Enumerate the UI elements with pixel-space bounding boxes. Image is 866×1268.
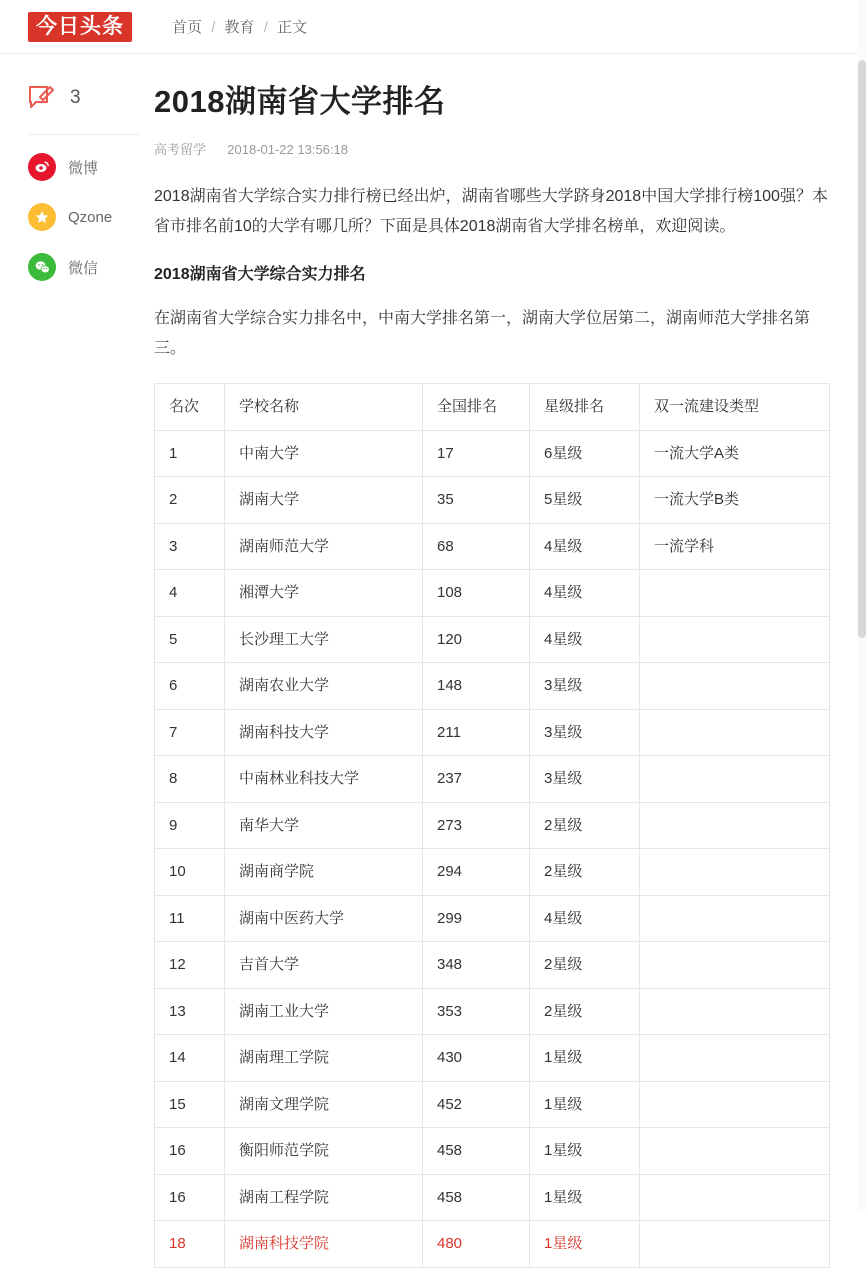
cell-star-rank: 6星级 — [530, 430, 640, 477]
table-row — [155, 523, 830, 570]
cell-national-rank: 237 — [423, 756, 530, 803]
table-header — [155, 384, 830, 431]
article-subheading: 2018湖南省大学综合实力排名 — [154, 266, 366, 284]
cell-national-rank: 348 — [423, 942, 530, 989]
cell-rank: 16 — [155, 1128, 225, 1175]
cell-school: 湖南农业大学 — [225, 663, 423, 710]
cell-double-first-class — [640, 895, 830, 942]
cell-rank: 11 — [155, 895, 225, 942]
table-row — [155, 616, 830, 663]
cell-rank: 5 — [155, 616, 225, 663]
cell-rank: 10 — [155, 849, 225, 896]
cell-double-first-class — [640, 756, 830, 803]
cell-school: 湖南科技大学 — [225, 709, 423, 756]
cell-national-rank: 120 — [423, 616, 530, 663]
cell-double-first-class — [640, 709, 830, 756]
cell-rank: 3 — [155, 523, 225, 570]
cell-school: 中南大学 — [225, 430, 423, 477]
page-scrollbar[interactable] — [858, 0, 866, 1211]
share-label-wechat: 微信 — [68, 259, 99, 277]
cell-star-rank: 3星级 — [530, 756, 640, 803]
breadcrumb-item-current: 正文 — [277, 19, 308, 36]
share-item-qzone[interactable] — [28, 203, 150, 231]
article-content — [150, 54, 866, 1268]
page-title: 2018湖南省大学排名 — [154, 84, 446, 119]
cell-rank: 14 — [155, 1035, 225, 1082]
qzone-icon[interactable] — [28, 203, 56, 231]
cell-star-rank: 2星级 — [530, 988, 640, 1035]
cell-school: 湘潭大学 — [225, 570, 423, 617]
share-label-qzone: Qzone — [68, 208, 113, 226]
article-paragraph-2: 在湖南省大学综合实力排名中，中南大学排名第一，湖南大学位居第二，湖南师范大学排名第三。 — [154, 310, 811, 357]
column-header-national-rank: 全国排名 — [423, 384, 530, 431]
column-header-rank: 名次 — [155, 384, 225, 431]
cell-school: 南华大学 — [225, 802, 423, 849]
table-row — [155, 849, 830, 896]
cell-rank: 1 — [155, 430, 225, 477]
cell-national-rank: 35 — [423, 477, 530, 524]
scrollbar-thumb[interactable] — [858, 60, 866, 638]
table-row — [155, 477, 830, 524]
table-row — [155, 1035, 830, 1082]
cell-double-first-class — [640, 1221, 830, 1268]
cell-double-first-class: 一流大学A类 — [640, 430, 830, 477]
cell-star-rank: 1星级 — [530, 1081, 640, 1128]
site-logo[interactable]: 今日头条 — [28, 12, 132, 42]
cell-school: 湖南师范大学 — [225, 523, 423, 570]
table-row — [155, 1128, 830, 1175]
cell-star-rank: 1星级 — [530, 1128, 640, 1175]
article-source: 高考留学 — [154, 142, 207, 157]
cell-national-rank: 211 — [423, 709, 530, 756]
article-timestamp: 2018-01-22 13:56:18 — [227, 142, 348, 157]
cell-school: 湖南理工学院 — [225, 1035, 423, 1082]
cell-star-rank: 5星级 — [530, 477, 640, 524]
cell-star-rank: 1星级 — [530, 1174, 640, 1221]
article-meta — [154, 139, 830, 158]
table-row — [155, 430, 830, 477]
share-sidebar — [0, 54, 150, 303]
cell-double-first-class — [640, 802, 830, 849]
column-header-school: 学校名称 — [225, 384, 423, 431]
cell-school: 长沙理工大学 — [225, 616, 423, 663]
table-row — [155, 1174, 830, 1221]
cell-star-rank: 4星级 — [530, 570, 640, 617]
cell-double-first-class: 一流大学B类 — [640, 477, 830, 524]
cell-national-rank: 148 — [423, 663, 530, 710]
table-row — [155, 1081, 830, 1128]
ranking-table — [154, 383, 830, 1268]
cell-national-rank: 299 — [423, 895, 530, 942]
table-row — [155, 802, 830, 849]
cell-school: 湖南工程学院 — [225, 1174, 423, 1221]
cell-national-rank: 273 — [423, 802, 530, 849]
table-body — [155, 430, 830, 1267]
cell-double-first-class — [640, 616, 830, 663]
cell-star-rank: 2星级 — [530, 849, 640, 896]
share-item-weibo[interactable] — [28, 153, 150, 181]
cell-rank: 8 — [155, 756, 225, 803]
column-header-double-first-class: 双一流建设类型 — [640, 384, 830, 431]
cell-double-first-class — [640, 1128, 830, 1175]
cell-star-rank: 3星级 — [530, 709, 640, 756]
page-body — [0, 54, 866, 1268]
cell-rank: 13 — [155, 988, 225, 1035]
cell-national-rank: 68 — [423, 523, 530, 570]
cell-national-rank: 480 — [423, 1221, 530, 1268]
cell-school: 吉首大学 — [225, 942, 423, 989]
share-list — [28, 153, 150, 281]
cell-rank: 18 — [155, 1221, 225, 1268]
cell-school: 湖南大学 — [225, 477, 423, 524]
share-label-weibo: 微博 — [68, 159, 99, 177]
cell-national-rank: 108 — [423, 570, 530, 617]
cell-school: 湖南文理学院 — [225, 1081, 423, 1128]
cell-star-rank: 4星级 — [530, 523, 640, 570]
table-row — [155, 895, 830, 942]
breadcrumb-separator: / — [211, 19, 216, 36]
cell-star-rank: 4星级 — [530, 895, 640, 942]
cell-rank: 7 — [155, 709, 225, 756]
cell-rank: 6 — [155, 663, 225, 710]
cell-national-rank: 452 — [423, 1081, 530, 1128]
cell-double-first-class — [640, 1174, 830, 1221]
cell-school: 湖南商学院 — [225, 849, 423, 896]
share-item-wechat[interactable] — [28, 253, 150, 281]
cell-school: 中南林业科技大学 — [225, 756, 423, 803]
table-row — [155, 570, 830, 617]
table-row — [155, 988, 830, 1035]
breadcrumb — [172, 16, 307, 37]
comment-block[interactable] — [28, 84, 140, 135]
cell-double-first-class — [640, 1035, 830, 1082]
cell-star-rank: 2星级 — [530, 802, 640, 849]
column-header-star-rank: 星级排名 — [530, 384, 640, 431]
breadcrumb-separator: / — [263, 19, 268, 36]
cell-double-first-class — [640, 570, 830, 617]
cell-double-first-class — [640, 988, 830, 1035]
table-row — [155, 756, 830, 803]
cell-national-rank: 430 — [423, 1035, 530, 1082]
cell-rank: 16 — [155, 1174, 225, 1221]
cell-double-first-class — [640, 942, 830, 989]
cell-rank: 4 — [155, 570, 225, 617]
cell-double-first-class — [640, 663, 830, 710]
cell-double-first-class — [640, 1081, 830, 1128]
table-header-row — [155, 384, 830, 431]
cell-school: 湖南工业大学 — [225, 988, 423, 1035]
cell-national-rank: 17 — [423, 430, 530, 477]
wechat-icon[interactable] — [28, 253, 56, 281]
site-header — [0, 0, 866, 54]
weibo-icon[interactable] — [28, 153, 56, 181]
cell-school: 湖南中医药大学 — [225, 895, 423, 942]
cell-double-first-class: 一流学科 — [640, 523, 830, 570]
cell-national-rank: 458 — [423, 1128, 530, 1175]
breadcrumb-item-home[interactable]: 首页 — [172, 19, 203, 36]
cell-star-rank: 2星级 — [530, 942, 640, 989]
table-row — [155, 663, 830, 710]
comment-edit-icon[interactable] — [28, 84, 58, 112]
table-row — [155, 942, 830, 989]
cell-national-rank: 458 — [423, 1174, 530, 1221]
breadcrumb-item-education[interactable]: 教育 — [224, 19, 255, 36]
cell-star-rank: 3星级 — [530, 663, 640, 710]
article-paragraph-1: 2018湖南省大学综合实力排行榜已经出炉，湖南省哪些大学跻身2018中国大学排行榜100强？本省市排名前10的大学有哪几所？下面是具体2018湖南省大学排名榜单，欢迎阅读。 — [154, 188, 828, 235]
table-row — [155, 709, 830, 756]
cell-rank: 15 — [155, 1081, 225, 1128]
cell-rank: 2 — [155, 477, 225, 524]
cell-rank: 9 — [155, 802, 225, 849]
cell-rank: 12 — [155, 942, 225, 989]
cell-national-rank: 353 — [423, 988, 530, 1035]
cell-double-first-class — [640, 849, 830, 896]
cell-star-rank: 1星级 — [530, 1035, 640, 1082]
cell-school: 衡阳师范学院 — [225, 1128, 423, 1175]
cell-school: 湖南科技学院 — [225, 1221, 423, 1268]
table-row — [155, 1221, 830, 1268]
cell-star-rank: 1星级 — [530, 1221, 640, 1268]
comment-count: 3 — [70, 87, 81, 108]
cell-national-rank: 294 — [423, 849, 530, 896]
cell-star-rank: 4星级 — [530, 616, 640, 663]
